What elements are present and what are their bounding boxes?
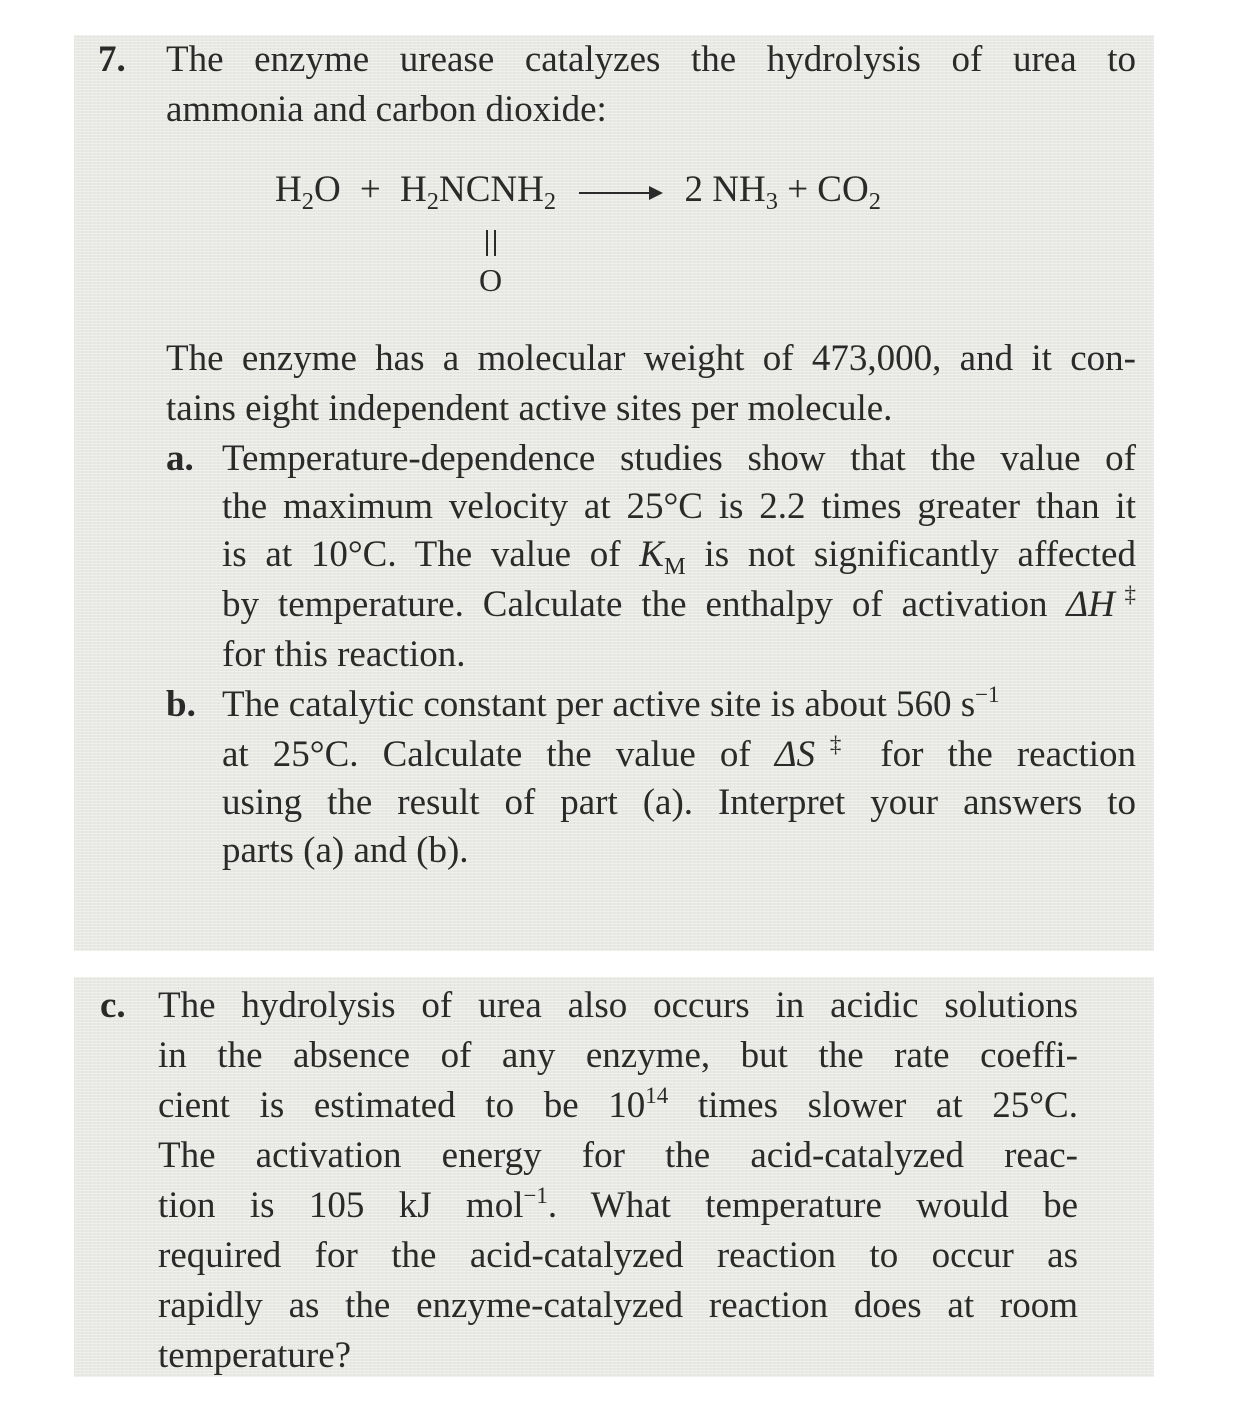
- part-c-label: c.: [100, 985, 126, 1026]
- part-a-label: a.: [166, 438, 194, 479]
- part-c-line-4: The activation energy for the acid-catalyzed reac-: [158, 1135, 1078, 1176]
- equation-urea: $H_2NCNH_2$: [400, 169, 557, 215]
- part-a-line-1: Temperature-dependence studies show that the value of: [222, 438, 1136, 479]
- equation-water: $H_2O$: [275, 169, 341, 215]
- part-b-line-3: using the result of part (a). Interpret your answers to: [222, 782, 1136, 823]
- problem-number: 7.: [98, 39, 126, 80]
- part-b-line-4: parts (a) and (b).: [222, 830, 469, 871]
- equation-plus: +: [359, 169, 381, 210]
- equation-products: 2 $NH_3 + CO_2$: [684, 169, 881, 215]
- part-b-line-1: The catalytic constant per active site is about 560 $s^{-1}$: [222, 681, 1000, 725]
- part-c-line-2: in the absence of any enzyme, but the rate coeffi-: [158, 1035, 1078, 1076]
- intro-line-2: ammonia and carbon dioxide:: [166, 89, 607, 130]
- reaction-arrow-icon: [579, 183, 663, 203]
- part-c-line-3: cient is estimated to be $10^{14}$ times slower at 25°C.: [158, 1082, 1078, 1126]
- part-b-line-2: at 25°C. Calculate the value of ΔS‡ for the reaction: [222, 731, 1136, 775]
- part-c-line-6: required for the acid-catalyzed reaction to occur as: [158, 1235, 1078, 1276]
- part-c-line-7: rapidly as the enzyme-catalyzed reaction does at room: [158, 1285, 1078, 1326]
- desc-line-2: tains eight independent active sites per molecule.: [166, 388, 893, 429]
- chemical-equation: [275, 168, 881, 215]
- desc-line-1: The enzyme has a molecular weight of 473,000, and it con-: [166, 338, 1136, 379]
- part-a-line-5: for this reaction.: [222, 634, 466, 675]
- part-a-line-3: is at 10°C. The value of $K_M$ is not significantly affected: [222, 534, 1136, 580]
- part-c-line-5: tion is 105 kJ mol$^{-1}$. What temperature would be: [158, 1182, 1078, 1226]
- part-a-line-2: the maximum velocity at 25°C is 2.2 times greater than it: [222, 486, 1136, 527]
- part-c-line-1: The hydrolysis of urea also occurs in acidic solutions: [158, 985, 1078, 1026]
- carbonyl-double-bond-icon: [486, 230, 496, 256]
- part-a-line-4: by temperature. Calculate the enthalpy of activation ΔH‡: [222, 581, 1137, 625]
- part-c-line-8: temperature?: [158, 1335, 352, 1376]
- carbonyl-oxygen: O: [479, 262, 503, 298]
- part-b-label: b.: [166, 684, 196, 725]
- intro-line-1: The enzyme urease catalyzes the hydrolysis of urea to: [166, 39, 1136, 80]
